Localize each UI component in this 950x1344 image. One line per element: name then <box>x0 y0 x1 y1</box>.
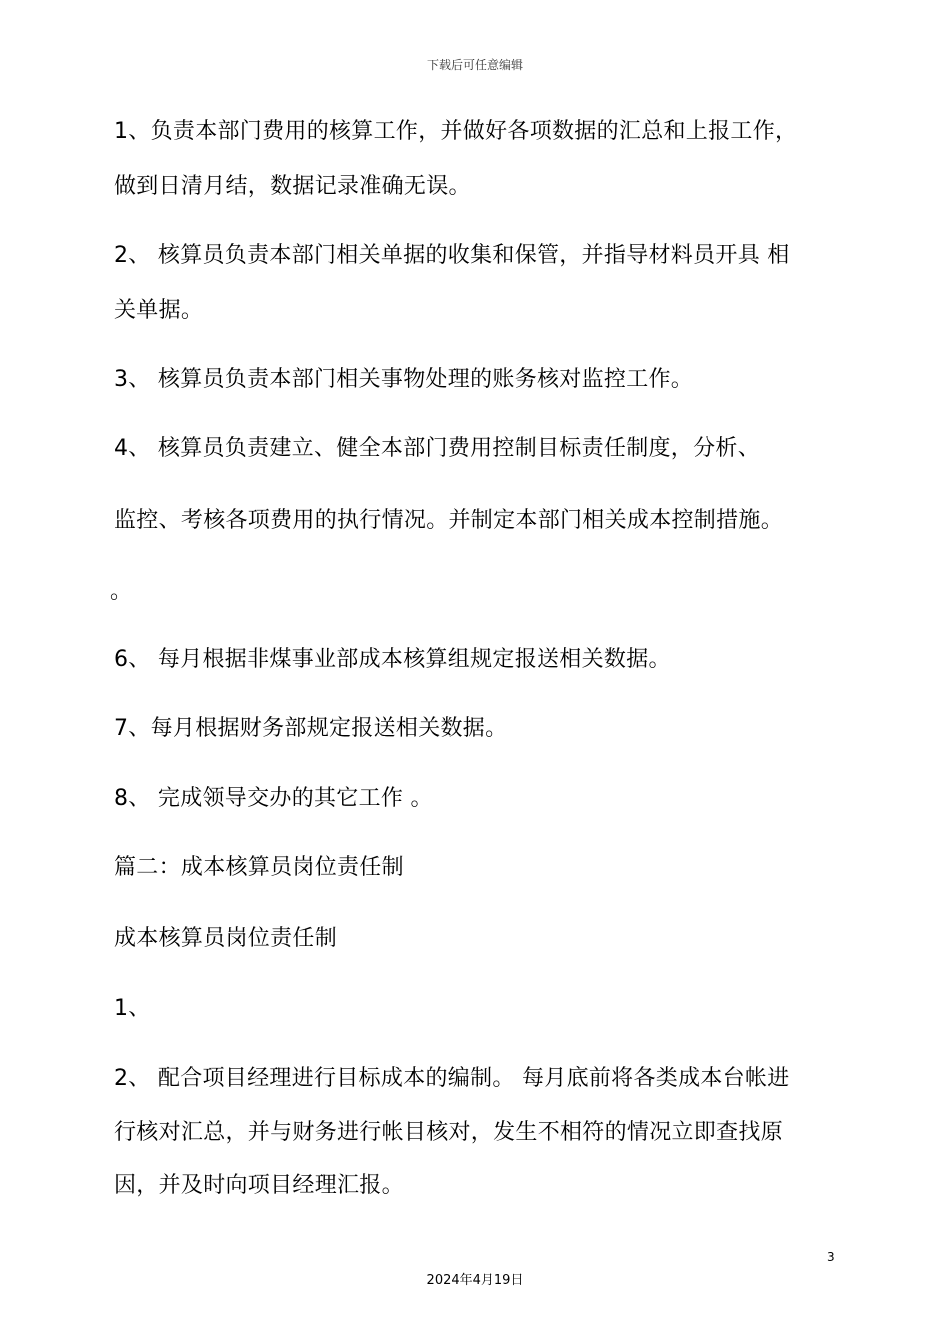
section-title: 成本核算员岗位责任制 <box>114 926 338 951</box>
body-line: 1、 <box>114 996 151 1021</box>
body-line: 2、 配合项目经理进行目标成本的编制。 每月底前将各类成本台帐进 <box>114 1066 790 1091</box>
page-header: 下载后可任意编辑 <box>426 58 523 72</box>
body-line: 行核对汇总，并与财务进行帐目核对，发生不相符的情况立即查找原 <box>114 1120 784 1145</box>
body-line: 2、 核算员负责本部门相关单据的收集和保管，并指导材料员开具 相 <box>114 243 790 268</box>
body-line: 。 <box>110 579 133 604</box>
page-number: 3 <box>827 1250 835 1264</box>
body-line: 监控、考核各项费用的执行情况。并制定本部门相关成本控制措施。 <box>114 508 784 533</box>
body-line: 6、 每月根据非煤事业部成本核算组规定报送相关数据。 <box>114 647 671 672</box>
body-line: 7、每月根据财务部规定报送相关数据。 <box>114 716 508 741</box>
body-line: 因，并及时向项目经理汇报。 <box>114 1173 404 1198</box>
body-line: 做到日清月结，数据记录准确无误。 <box>114 174 471 199</box>
body-line: 关单据。 <box>114 298 204 323</box>
section-heading: 篇二：成本核算员岗位责任制 <box>114 855 404 880</box>
body-line: 4、 核算员负责建立、健全本部门费用控制目标责任制度，分析、 <box>114 436 760 461</box>
footer-date: 2024年4月19日 <box>426 1273 524 1288</box>
body-line: 8、 完成领导交办的其它工作 。 <box>114 786 433 811</box>
body-line: 1、负责本部门费用的核算工作，并做好各项数据的汇总和上报工作， <box>114 119 798 144</box>
body-line: 3、 核算员负责本部门相关事物处理的账务核对监控工作。 <box>114 367 694 392</box>
